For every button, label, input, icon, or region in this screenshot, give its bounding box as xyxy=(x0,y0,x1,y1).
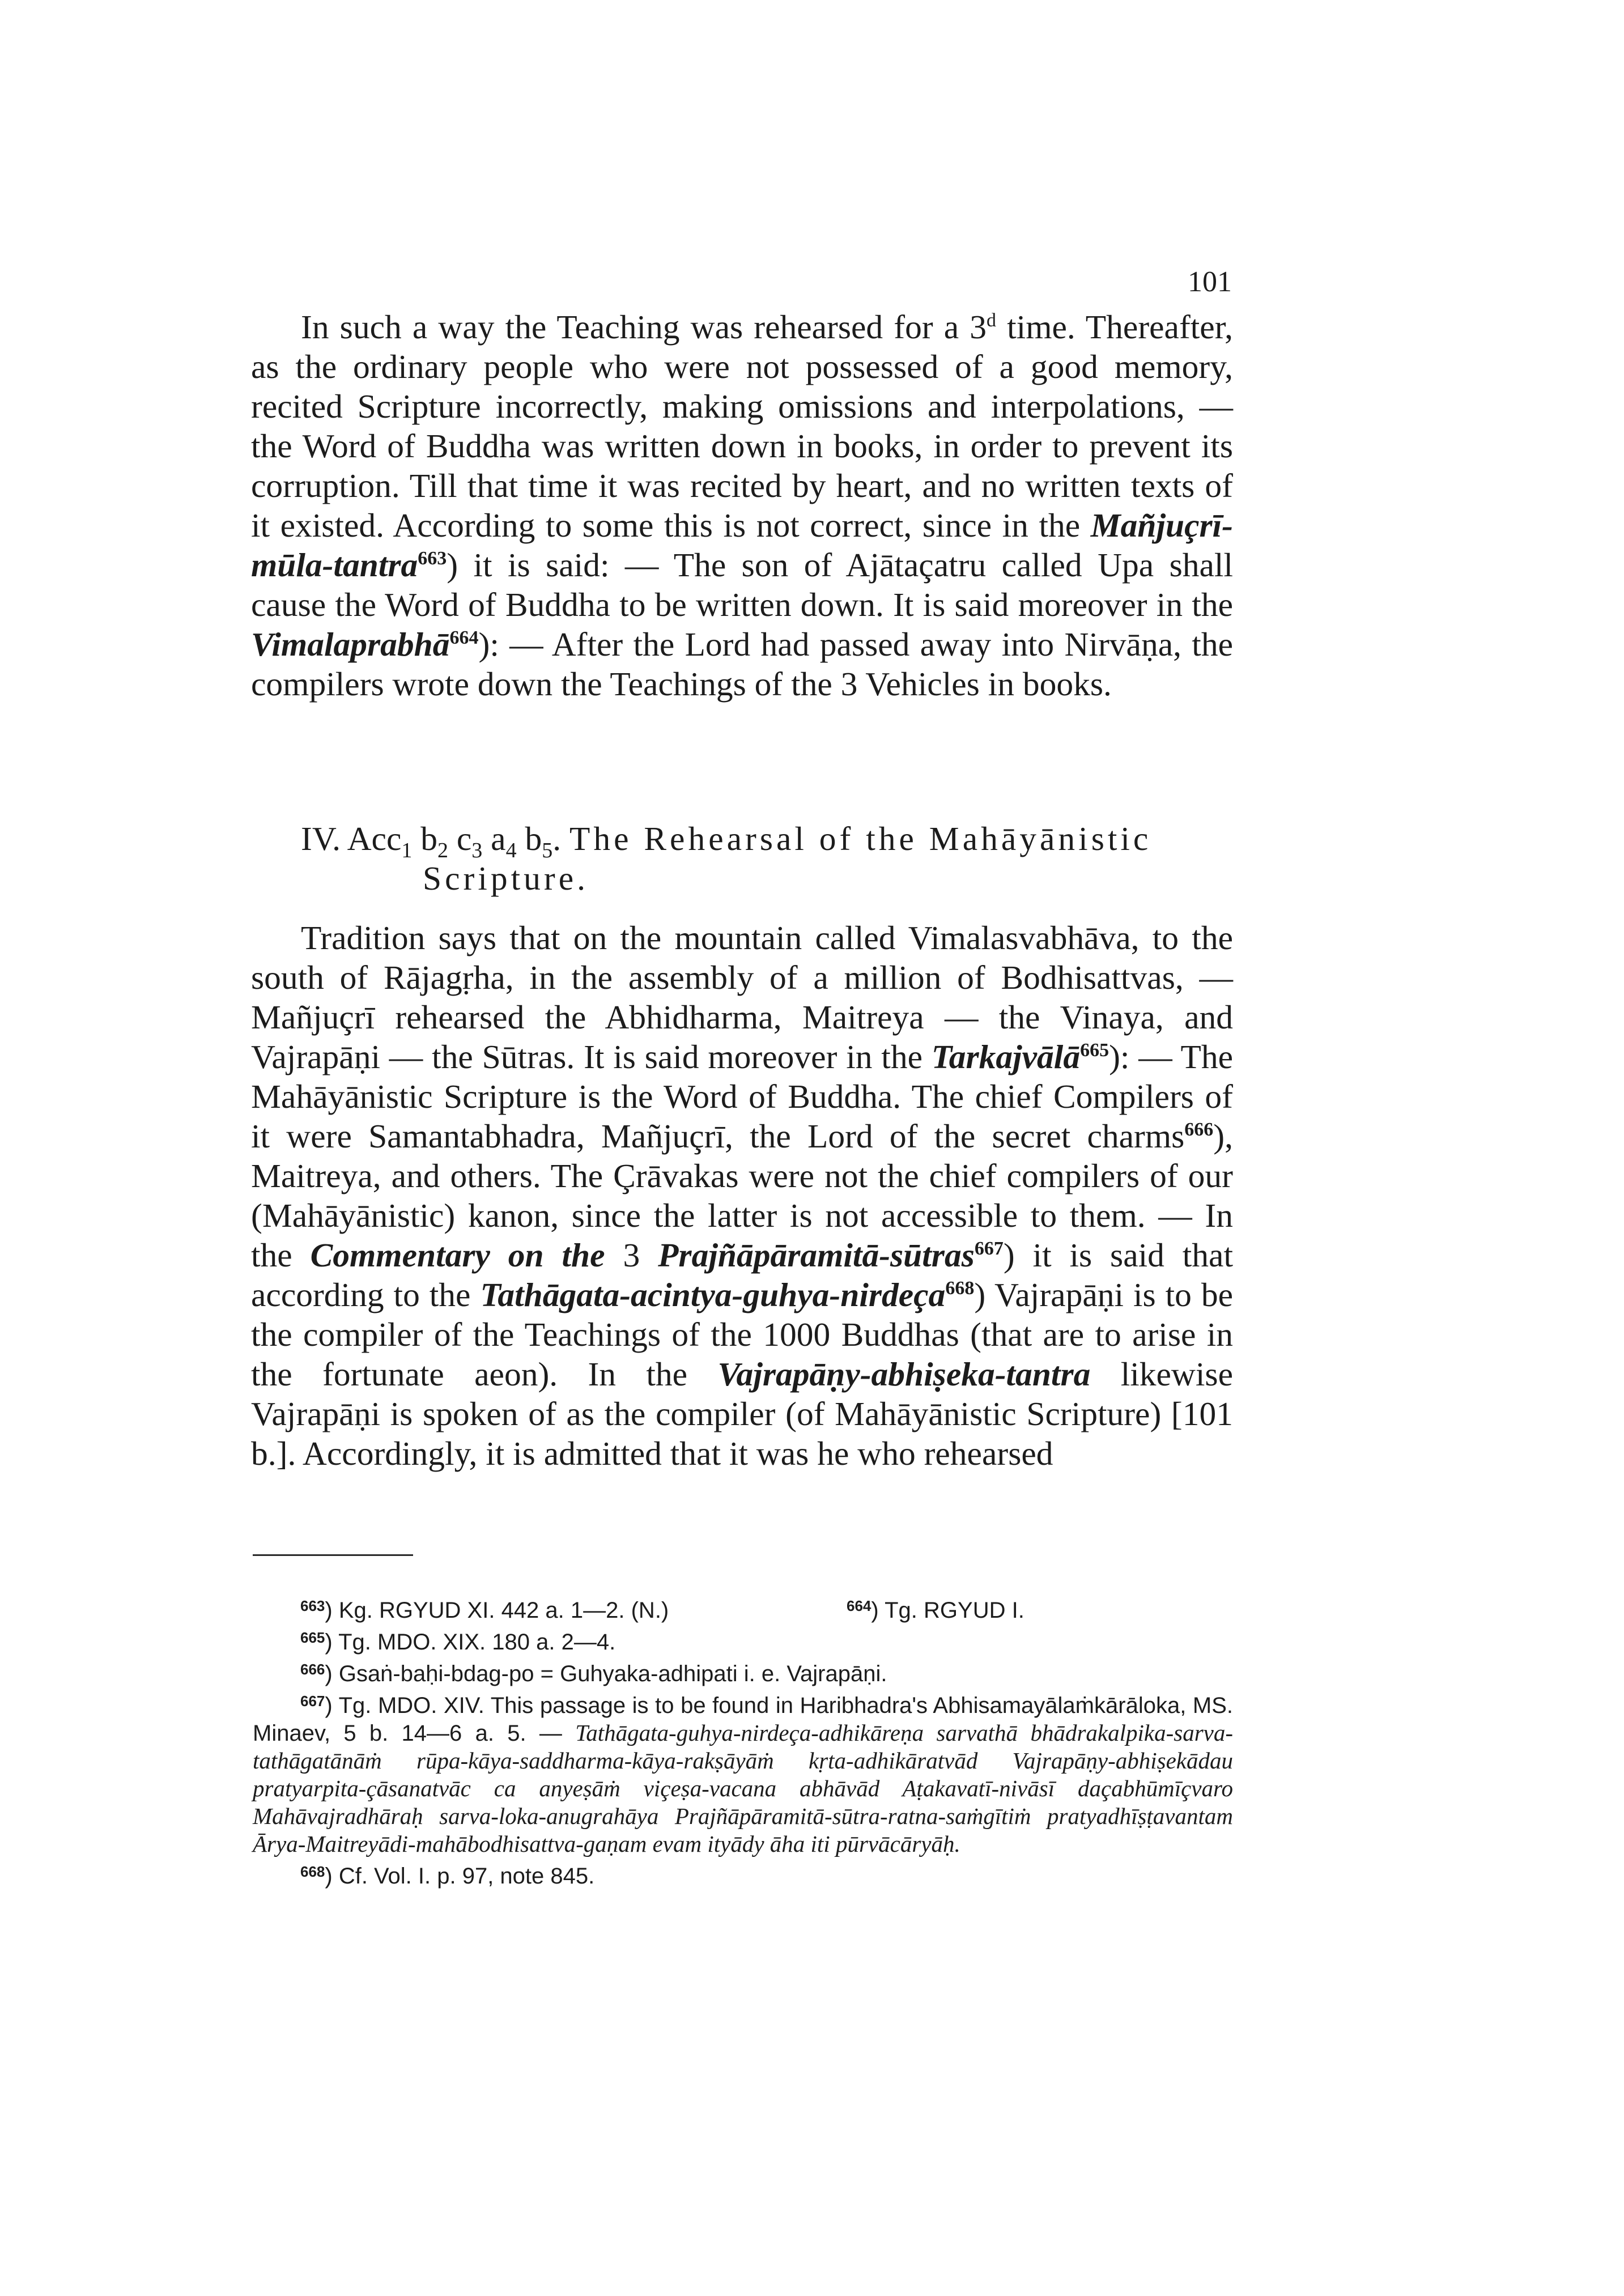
section-heading: IV. Acc$_1$ $b_2$ $c_3$ $a_4$ $b_5$. The Rehearsal of the Mahāyānistic Scripture. xyxy=(301,819,1236,898)
footnote-664: $^{664}$) Tg. RGYUD I. xyxy=(847,1597,1024,1623)
footnote-ref-664: 664 xyxy=(449,627,479,649)
title-tarkajvala: Tarkajvālā xyxy=(931,1038,1081,1075)
footnote-ref-668: 668 xyxy=(945,1278,975,1299)
page-number: 101 xyxy=(1188,266,1232,298)
title-vajrapany-abhiseka-tantra: Vajrapāṇy-abhiṣeka-tantra xyxy=(717,1355,1091,1393)
footnote-668: $^{668}$) Cf. Vol. I. p. 97, note 845. xyxy=(300,1863,595,1889)
footnote-divider xyxy=(253,1554,413,1556)
title-tathagata-nirdesa: Tathāgata-acintya-guhya-nirdeça xyxy=(480,1276,946,1313)
paragraph-mahayana-rehearsal: Tradition says that on the mountain called Vimalasvabhāva, to the south of Rājagṛha, in the assembly of a million of Bodhisattvas, — Mañjuçrī rehearsed the Abhidharma, Maitreya — the Vinaya, and Vajrapāṇi — the Sūtras. It is said moreover in the Tarkajvālā$^{665}$): — The Mahāyānistic Scripture is the Word of Buddha. The chief Compilers of it were Samantabhadra, Mañjuçrī, the Lord of the secret charms$^{666}$), Maitreya, and others. The Çrāvakas were not the chief compilers of our (Mahāyānistic) kanon, since the latter is not accessible to them. — In the Commentary on the 3 Prajñāpāramitā-sūtras$^{667}$) it is said that according to the Tathāgata-acintya-guhya-nirdeça$^{668}$) Vajrapāṇi is to be the compiler of the Teachings of the 1000 Buddhas (that are to arise in the fortunate aeon). In the Vajrapāṇy-abhiṣeka-tantra likewise Vajrapāṇi is spoken of as the compiler (of Mahāyānistic Scripture) [101 b.]. Accordingly, it is admitted that it was he who rehearsed xyxy=(251,919,1234,1472)
title-vimalaprabha: Vimalaprabhā xyxy=(251,626,450,663)
paragraph-teaching-written-down: In such a way the Teaching was rehearsed for a 3$^d$ time. Thereafter, as the ordinary people who were not possessed of a good memory, recited Scripture incorrectly, making omissions and interpolations, — the Word of Buddha was written down in books, in order to prevent its corruption. Till that time it was recited by heart, and no written texts of it existed. According to some this is not correct, since in the Mañjuçrī-mūla-tantra$^{663}$) it is said: — The son of Ajātaçatru called Upa shall cause the Word of Buddha to be written down. It is said moreover in the Vimalaprabhā$^{664}$): — After the Lord had passed away into Nirvāṇa, the compilers wrote down the Teachings of the 3 Vehicles in books. xyxy=(251,308,1234,703)
footnote-ref-665: 665 xyxy=(1080,1040,1109,1061)
footnote-ref-663: 663 xyxy=(418,548,447,569)
title-commentary: Commentary on the xyxy=(310,1236,605,1274)
footnote-ref-667: 667 xyxy=(974,1238,1004,1260)
footnote-665: $^{665}$) Tg. MDO. XIX. 180 a. 2—4. xyxy=(300,1629,616,1655)
title-manjusri-mula-tantra: Mañjuçrī-mūla-tantra xyxy=(251,507,1233,584)
footnote-ref-666: 666 xyxy=(1184,1119,1214,1141)
title-prajnaparamita-sutras: Prajñāpāramitā-sūtras xyxy=(658,1236,975,1274)
section-title: The Rehearsal of the Mahāyānistic xyxy=(569,820,1152,857)
footnote-666: $^{666}$) Gsaṅ-baḥi-bdag-po = Guhyaka-adhipati i. e. Vajrapāṇi. xyxy=(300,1661,887,1686)
footnote-663: $^{663}$) Kg. RGYUD XI. 442 a. 1—2. (N.) $^{664}$) Tg. RGYUD I. xyxy=(253,1592,1233,1624)
footnote-667: $^{667}$) Tg. MDO. XIV. This passage is to be found in Haribhadra's Abhisamayālaṁkārāloka, MS. Minaev, 5 b. 14—6 a. 5. — Tathāgata-guhya-nirdeça-adhikāreṇa sarvathā bhādrakalpika-sarva-tathāgatānāṁ rūpa-kāya-saddharma-kāya-rakṣāyāṁ kṛta-adhikāratvād Vajrapāṇy-abhiṣekādau pratyarpita-çāsanatvāc ca anyeṣāṁ viçeṣa-vacana abhāvād Aṭakavatī-nivāsī daçabhūmīçvaro Mahāvajradhāraḥ sarva-loka-anugrahāya Prajñāpāramitā-sūtra-ratna-saṁgītiṁ pratyadhīṣṭavantam Ārya-Maitreyādi-mahābodhisattva-gaṇam evam ityādy āha iti pūrvācāryāḥ. xyxy=(253,1693,1234,1857)
footnotes xyxy=(253,1592,1233,1890)
section-title-line2: Scripture. xyxy=(423,860,589,897)
